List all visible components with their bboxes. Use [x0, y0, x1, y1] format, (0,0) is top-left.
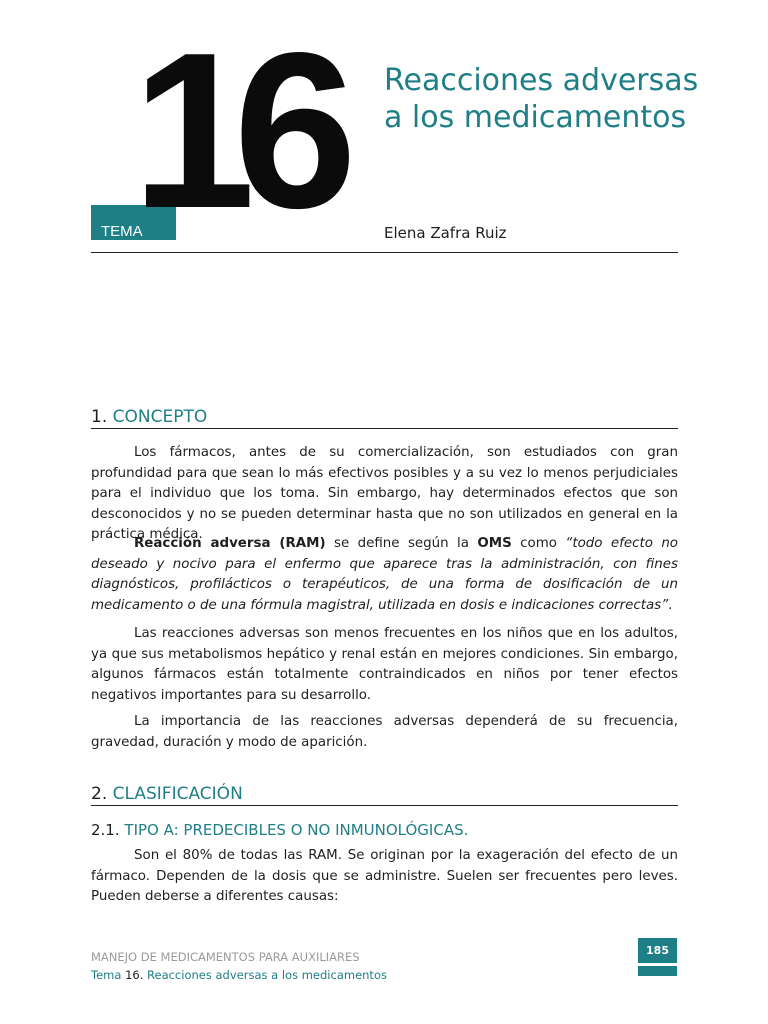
section-number: 2.	[91, 784, 108, 804]
ram-term: Reacción adversa (RAM)	[134, 536, 326, 551]
page-number-bar	[638, 966, 677, 976]
ram-text-mid: se define según la	[325, 536, 478, 551]
header-divider	[91, 252, 678, 253]
footer-tema-number: 16.	[125, 968, 144, 982]
footer-tema-title: Reacciones adversas a los medicamentos	[147, 968, 387, 982]
paragraph-concepto-intro: Los fármacos, antes de su comercialización, son estudiados con gran profundidad para que sean lo más efectivos posibles y a su vez lo menos perjudiciales para el individuo que los toma. Sin embargo, hay determinados efectos que son desconocidos y no se pueden determinar hasta que no son utilizados en general en la práctica médica.	[91, 445, 678, 543]
author-name: Elena Zafra Ruiz	[384, 224, 507, 242]
subsection-number: 2.1.	[91, 821, 120, 839]
ram-text-pre: como	[511, 536, 566, 551]
footer-book-title: MANEJO DE MEDICAMENTOS PARA AUXILIARES	[91, 950, 360, 964]
paragraph-ram-definition	[91, 534, 678, 616]
chapter-number: 16	[132, 7, 335, 255]
footer-tema-word: Tema	[91, 968, 122, 982]
ram-quote: “todo efecto no deseado y nocivo para el enfermo que aparece tras la administración, con fines diagnósticos, profilácticos o terapéuticos, de una forma de dosificación de un medicamento o de una fórmula magistral, utilizada en dosis e indicaciones correctas”	[91, 536, 678, 613]
paragraph-ninos: Las reacciones adversas son menos frecuentes en los niños que en los adultos, ya que sus metabolismos hepático y renal están en mejores condiciones. Sin embargo, algunos fármacos están totalmente contraindicados en niños por tener efectos negativos importantes para su desarrollo.	[91, 626, 678, 703]
page-number-badge	[638, 938, 677, 963]
section-heading-concepto	[91, 407, 678, 429]
chapter-title: Reacciones adversas a los medicamentos	[384, 63, 699, 135]
paragraph-tipo-a: Son el 80% de todas las RAM. Se originan por la exageración del efecto de un fármaco. Dependen de la dosis que se administre. Suelen ser frecuentes pero leves. Pueden deberse a diferentes causas:	[91, 848, 678, 905]
paragraph-importancia: La importancia de las reacciones adversas dependerá de su frecuencia, gravedad, duración y modo de aparición.	[91, 714, 678, 750]
subsection-title: TIPO A: PREDECIBLES O NO INMUNOLÓGICAS.	[124, 821, 469, 839]
section-title: CONCEPTO	[112, 407, 208, 427]
oms-term: OMS	[477, 536, 512, 551]
section-number: 1.	[91, 407, 108, 427]
page-number: 185	[646, 944, 669, 957]
tema-label: TEMA	[101, 223, 143, 240]
section-heading-clasificacion	[91, 784, 678, 806]
ram-text-end: .	[668, 597, 673, 613]
footer-chapter-ref	[91, 968, 387, 982]
subsection-heading-tipo-a	[91, 820, 678, 840]
section-title: CLASIFICACIÓN	[112, 784, 243, 804]
